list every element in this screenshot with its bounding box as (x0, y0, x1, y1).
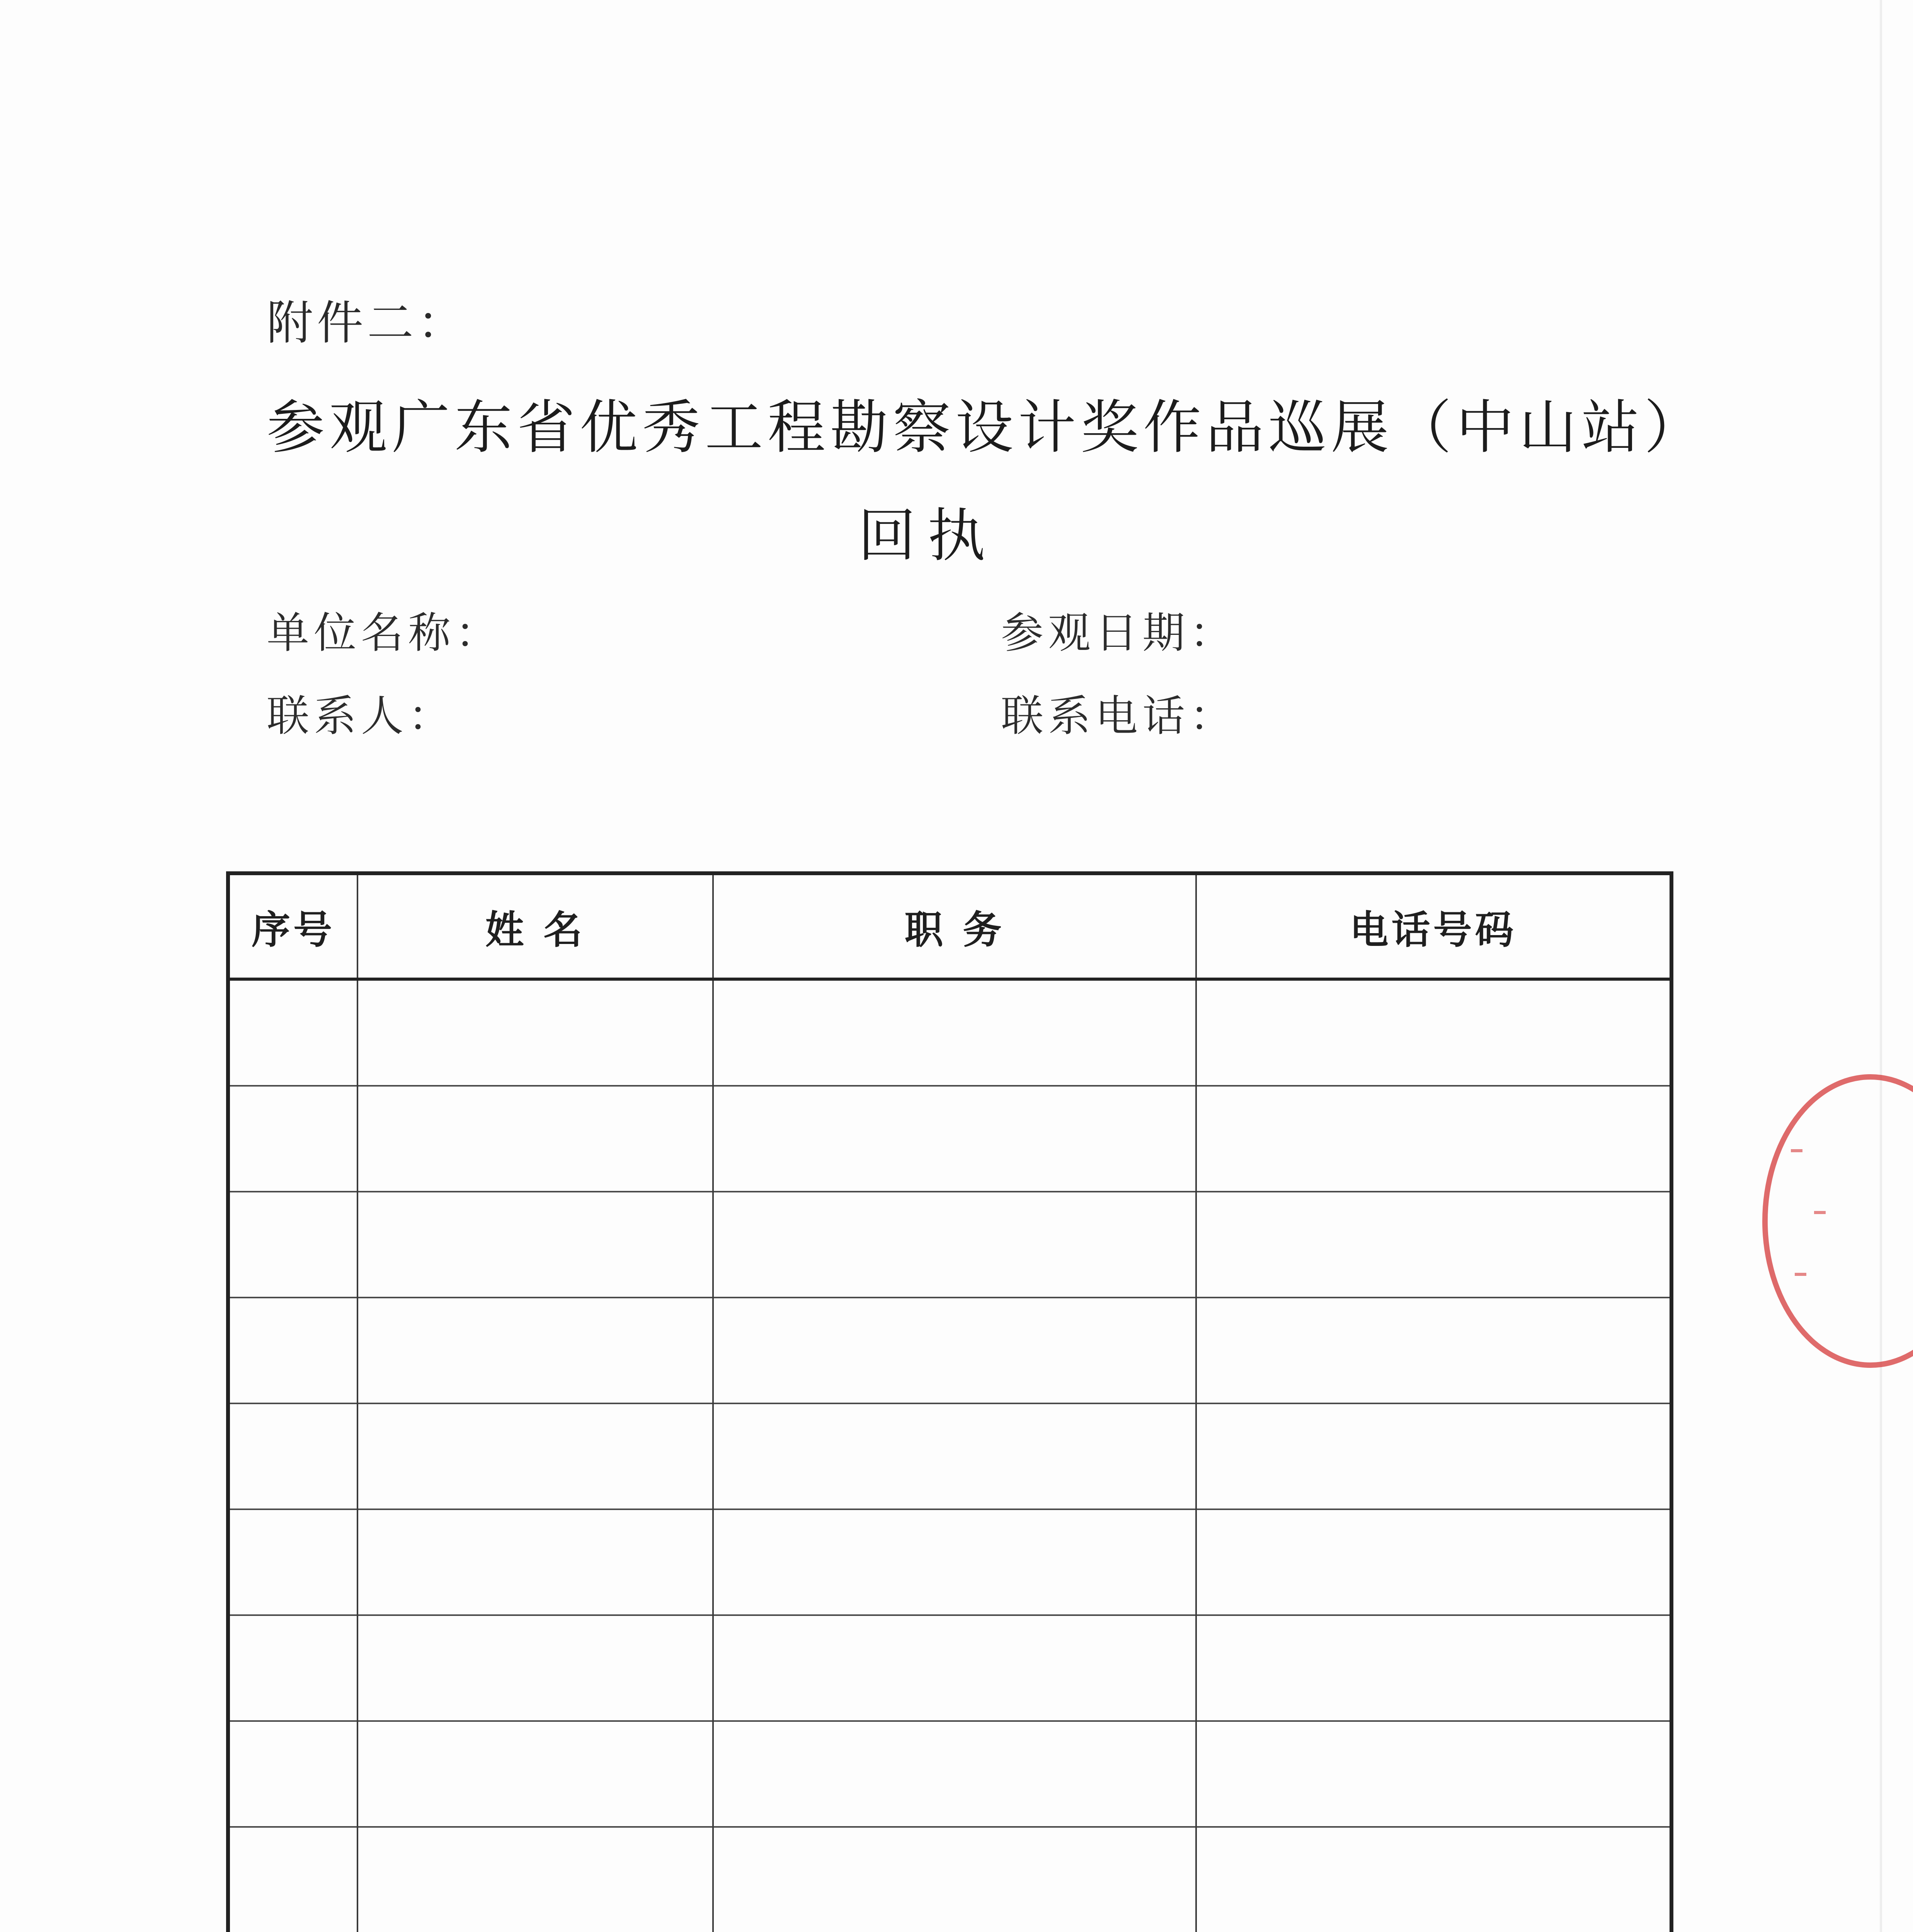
cell-phone-number[interactable] (1196, 1086, 1670, 1192)
cell-name[interactable] (357, 1086, 713, 1192)
cell-seq-number[interactable] (230, 1615, 357, 1721)
form-title: 参观广东省优秀工程勘察设计奖作品巡展（中山站） (267, 394, 1707, 461)
table-row (230, 1192, 1670, 1298)
cell-name[interactable] (357, 1403, 713, 1509)
cell-name[interactable] (357, 1721, 713, 1827)
table-header-row (230, 875, 1670, 979)
cell-position[interactable] (713, 1298, 1196, 1403)
cell-phone-number[interactable] (1196, 1298, 1670, 1403)
contact-person-field[interactable]: 联系人： (267, 691, 455, 741)
table-row (230, 1615, 1670, 1721)
table-body (230, 979, 1670, 1932)
cell-name[interactable] (357, 1827, 713, 1932)
cell-seq-number[interactable] (230, 979, 357, 1086)
header-phone-number: 电话号码 (1196, 875, 1670, 979)
cell-phone-number[interactable] (1196, 1615, 1670, 1721)
cell-position[interactable] (713, 1086, 1196, 1192)
table-row (230, 1086, 1670, 1192)
cell-seq-number[interactable] (230, 1509, 357, 1615)
cell-phone-number[interactable] (1196, 979, 1670, 1086)
table-row (230, 1403, 1670, 1509)
cell-position[interactable] (713, 1827, 1196, 1932)
form-subtitle: 回执 (858, 502, 997, 570)
cell-seq-number[interactable] (230, 1721, 357, 1827)
page-edge-shadow (1880, 0, 1882, 1932)
cell-phone-number[interactable] (1196, 1509, 1670, 1615)
cell-seq-number[interactable] (230, 1403, 357, 1509)
table-row (230, 979, 1670, 1086)
cell-seq-number[interactable] (230, 1192, 357, 1298)
stamp-mark (1814, 1211, 1826, 1214)
cell-seq-number[interactable] (230, 1086, 357, 1192)
contact-phone-field[interactable]: 联系电话： (1001, 691, 1237, 741)
unit-name-field[interactable]: 单位名称： (267, 608, 502, 658)
cell-position[interactable] (713, 1721, 1196, 1827)
stamp-mark (1791, 1149, 1802, 1152)
attendee-table-frame (226, 871, 1673, 1932)
cell-phone-number[interactable] (1196, 1827, 1670, 1932)
table-row (230, 1721, 1670, 1827)
attachment-label: 附件二： (267, 296, 468, 350)
cell-position[interactable] (713, 979, 1196, 1086)
cell-phone-number[interactable] (1196, 1403, 1670, 1509)
cell-phone-number[interactable] (1196, 1721, 1670, 1827)
cell-name[interactable] (357, 1509, 713, 1615)
stamp-mark (1795, 1273, 1806, 1276)
cell-name[interactable] (357, 1298, 713, 1403)
table-row (230, 1827, 1670, 1932)
table-row (230, 1298, 1670, 1403)
header-name: 姓 名 (357, 875, 713, 979)
cell-position[interactable] (713, 1615, 1196, 1721)
attendee-table (230, 875, 1670, 1932)
table-row (230, 1509, 1670, 1615)
visit-date-field[interactable]: 参观日期： (1001, 608, 1237, 658)
cell-position[interactable] (713, 1509, 1196, 1615)
red-seal-stamp-icon (1762, 1074, 1913, 1368)
cell-phone-number[interactable] (1196, 1192, 1670, 1298)
header-seq-number: 序号 (230, 875, 357, 979)
cell-seq-number[interactable] (230, 1298, 357, 1403)
header-position: 职 务 (713, 875, 1196, 979)
cell-name[interactable] (357, 979, 713, 1086)
cell-name[interactable] (357, 1192, 713, 1298)
cell-position[interactable] (713, 1403, 1196, 1509)
cell-name[interactable] (357, 1615, 713, 1721)
cell-seq-number[interactable] (230, 1827, 357, 1932)
cell-position[interactable] (713, 1192, 1196, 1298)
